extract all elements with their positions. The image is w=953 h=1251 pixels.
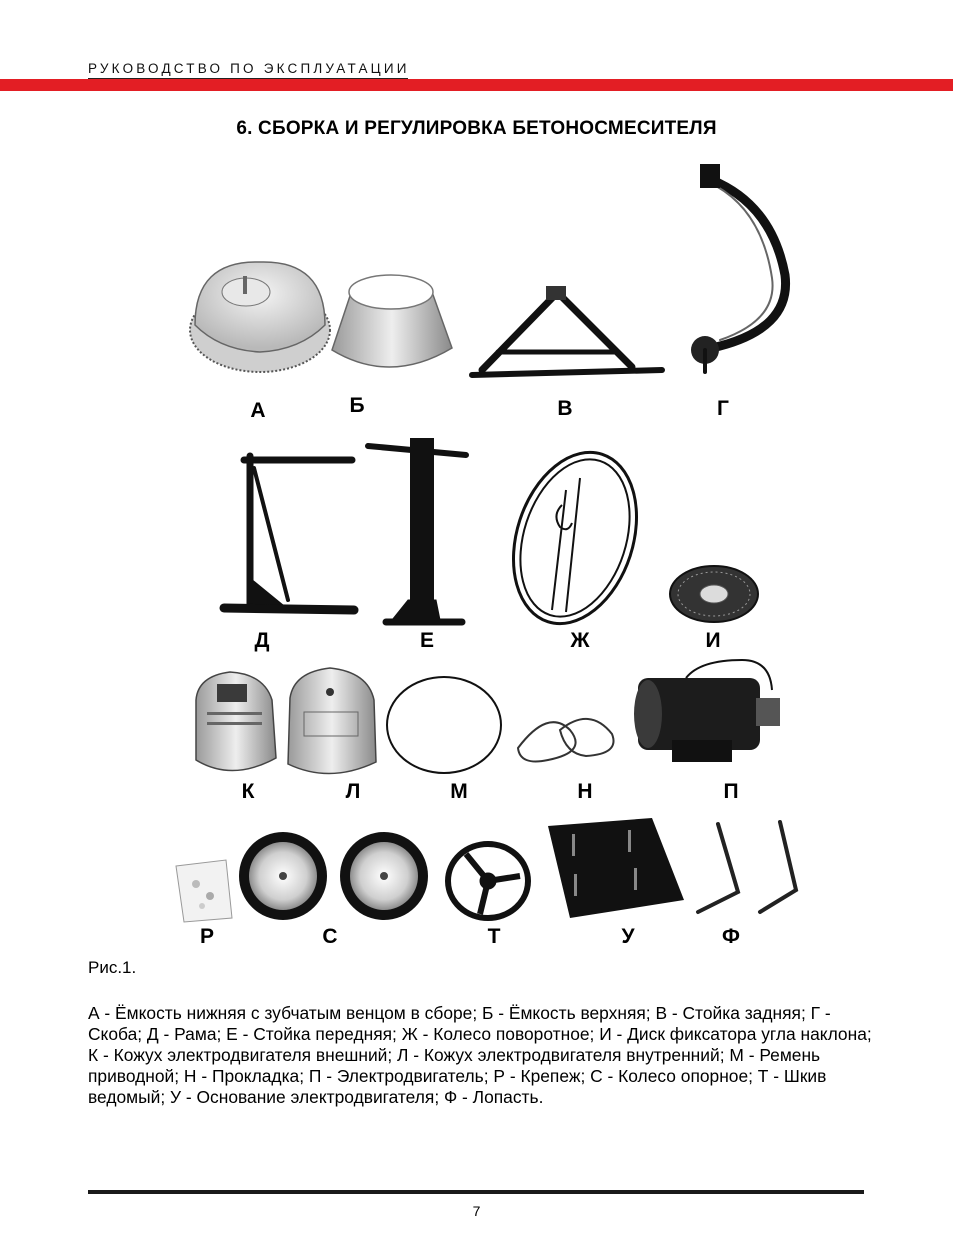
part-i-disc <box>670 566 758 622</box>
part-zh-steering-wheel <box>493 436 658 639</box>
part-e-front-stand <box>368 438 466 622</box>
section-title: 6. СБОРКА И РЕГУЛИРОВКА БЕТОНОСМЕСИТЕЛЯ <box>236 118 717 139</box>
page-number: 7 <box>472 1203 481 1219</box>
part-v-rear-stand <box>472 286 662 375</box>
figure-caption: Рис.1. <box>88 958 137 977</box>
label-n: Н <box>577 780 593 803</box>
part-a-lower-drum <box>190 262 330 372</box>
label-f: Ф <box>722 925 740 948</box>
label-b: Б <box>349 394 365 417</box>
part-d-frame <box>224 456 354 610</box>
label-s: С <box>322 925 338 948</box>
footer-rule <box>88 1190 864 1194</box>
part-n-gasket <box>518 719 614 762</box>
part-f-blades <box>698 822 796 912</box>
label-t: Т <box>487 925 501 948</box>
part-b-upper-drum <box>332 275 452 367</box>
label-u: У <box>621 925 635 948</box>
label-e: Е <box>419 629 435 652</box>
figure-legend: А - Ёмкость нижняя с зубчатым венцом в сборе; Б - Ёмкость верхняя; В - Стойка задняя; Г - Скоба; Д - Рама; Е - Стойка передняя; Ж - Колесо поворотное; И - Диск фиксатора угла наклона; К - Кожух электродвигателя внешний; Л - Кожух электродвигателя внутренний; М - Ремень приводной; Н - Прокладка; П - Электродвигатель; Р - Крепеж; С - Колесо опорное; Т - Шкив ведомый; У - Основание электродвигателя; Ф - Лопасть. <box>88 1003 872 1107</box>
label-d: Д <box>254 629 270 652</box>
part-r-fasteners <box>176 860 232 922</box>
label-k: К <box>241 780 255 803</box>
part-s-support-wheels <box>239 832 428 920</box>
label-p: П <box>723 780 739 803</box>
label-m: М <box>450 780 468 803</box>
label-g: Г <box>717 397 729 420</box>
part-l-inner-cover <box>288 668 376 774</box>
running-header: РУКОВОДСТВО ПО ЭКСПЛУАТАЦИИ <box>88 61 410 76</box>
part-k-outer-cover <box>196 672 276 771</box>
part-m-drive-belt <box>387 677 501 773</box>
label-v: В <box>557 397 573 420</box>
label-i: И <box>705 629 721 652</box>
label-a: А <box>250 399 266 422</box>
part-t-driven-pulley <box>448 844 528 918</box>
part-g-bracket <box>691 164 786 372</box>
part-p-electric-motor <box>634 660 780 762</box>
label-l: Л <box>345 780 361 803</box>
part-u-motor-base <box>548 818 684 918</box>
label-zh: Ж <box>570 629 590 652</box>
label-r: Р <box>199 925 215 948</box>
